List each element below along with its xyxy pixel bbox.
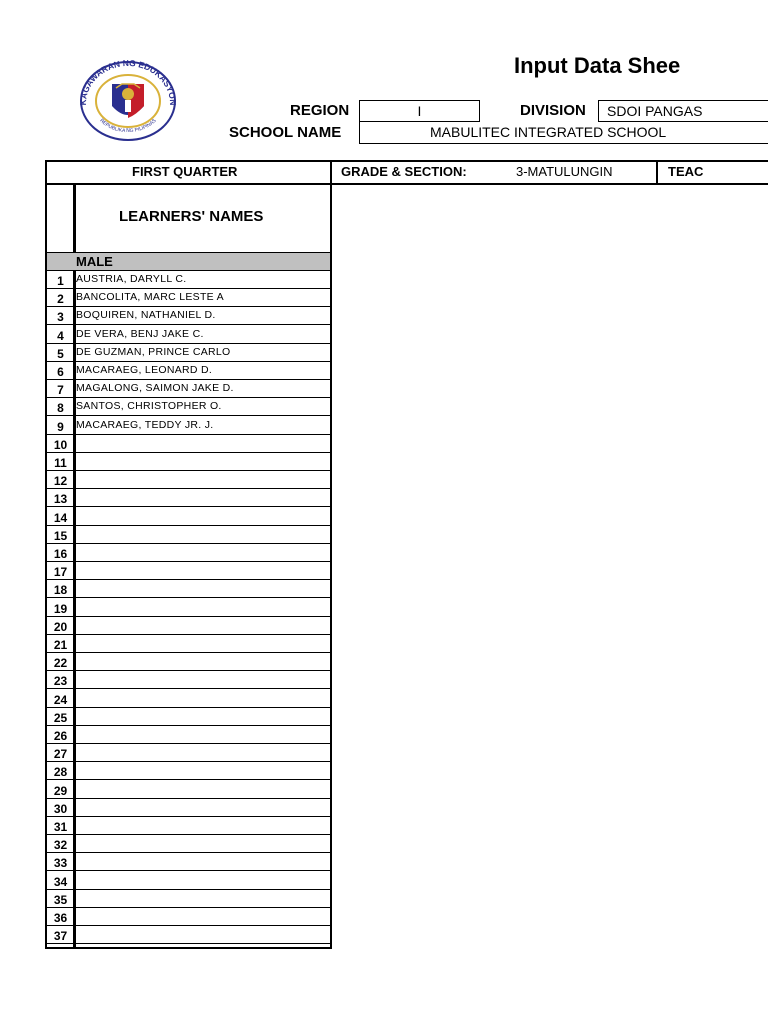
row-number: 34 <box>53 874 68 889</box>
table-row[interactable] <box>47 853 330 871</box>
teacher-label: TEAC <box>668 164 704 179</box>
row-number: 17 <box>53 565 68 580</box>
table-row[interactable] <box>47 307 330 325</box>
row-number: 8 <box>57 401 64 416</box>
learners-names-header: LEARNERS' NAMES <box>119 208 264 225</box>
table-row[interactable] <box>47 708 330 726</box>
sheet-title: Input Data Shee <box>514 53 681 78</box>
table-row[interactable] <box>47 435 330 453</box>
school-name-field[interactable] <box>359 122 768 144</box>
row-number: 1 <box>57 274 64 288</box>
table-row[interactable] <box>47 890 330 908</box>
table-row[interactable] <box>47 398 330 416</box>
learner-name[interactable]: MAGALONG, SAIMON JAKE D. <box>76 382 234 395</box>
region-value: I <box>417 103 422 119</box>
learners-table <box>45 183 332 949</box>
grade-section-label: GRADE & SECTION: <box>341 164 467 179</box>
learner-name[interactable]: DE VERA, BENJ JAKE C. <box>76 327 204 340</box>
row-number: 26 <box>53 729 68 743</box>
region-field[interactable] <box>359 100 480 122</box>
table-row[interactable] <box>47 690 330 708</box>
table-row[interactable] <box>47 289 330 307</box>
row-number: 3 <box>57 310 64 325</box>
table-row[interactable] <box>47 362 330 380</box>
table-row[interactable] <box>47 799 330 817</box>
table-row[interactable] <box>47 635 330 653</box>
table-row[interactable] <box>47 817 330 835</box>
row-number: 7 <box>57 383 64 398</box>
learner-name[interactable]: MACARAEG, LEONARD D. <box>76 364 213 376</box>
table-row[interactable] <box>47 380 330 398</box>
row-number: 30 <box>53 801 68 816</box>
table-row[interactable] <box>47 580 330 598</box>
table-row[interactable] <box>47 835 330 853</box>
row-number: 10 <box>53 437 68 452</box>
row-number: 4 <box>57 328 64 343</box>
division-field[interactable] <box>598 100 768 122</box>
table-row[interactable] <box>47 653 330 671</box>
table-row[interactable] <box>47 617 330 635</box>
table-row[interactable] <box>47 908 330 926</box>
seal-bottom-text: REPUBLIKA NG PILIPINAS <box>98 117 158 135</box>
row-number: 21 <box>53 638 68 652</box>
row-number: 15 <box>53 528 68 543</box>
row-number: 25 <box>53 710 68 725</box>
table-row[interactable] <box>47 671 330 689</box>
region-label: REGION <box>290 102 350 119</box>
row-number: 22 <box>53 656 68 671</box>
row-number: 16 <box>53 547 68 561</box>
table-row[interactable] <box>47 489 330 507</box>
row-number: 33 <box>53 856 68 871</box>
table-row[interactable] <box>47 872 330 890</box>
table-row[interactable] <box>47 453 330 471</box>
row-number: 9 <box>57 419 64 434</box>
row-number: 18 <box>53 583 68 598</box>
row-number: 6 <box>57 365 64 379</box>
learner-name[interactable]: DE GUZMAN, PRINCE CARLO <box>76 345 231 358</box>
table-row[interactable] <box>47 599 330 617</box>
division-value: SDOI PANGAS <box>607 103 703 119</box>
row-number: 14 <box>53 510 68 525</box>
table-row[interactable] <box>47 417 330 435</box>
row-number: 28 <box>53 765 68 780</box>
table-row[interactable] <box>47 526 330 544</box>
row-number: 2 <box>57 292 64 307</box>
learner-name[interactable]: BOQUIREN, NATHANIEL D. <box>76 309 216 322</box>
seal-top-text: KAGAWARAN NG EDUKASYON <box>77 60 179 106</box>
male-group-row <box>47 252 330 271</box>
division-label: DIVISION <box>520 102 586 119</box>
school-name-label: SCHOOL NAME <box>229 124 342 141</box>
row-number: 24 <box>53 692 68 707</box>
learner-name[interactable]: SANTOS, CHRISTOPHER O. <box>76 400 222 413</box>
grade-section-value[interactable]: 3-MATULUNGIN <box>516 164 613 179</box>
table-row[interactable] <box>47 562 330 580</box>
learner-name[interactable]: BANCOLITA, MARC LESTE A <box>76 291 224 304</box>
row-number: 37 <box>53 929 68 944</box>
header-divider <box>656 160 658 185</box>
row-number: 13 <box>53 492 68 507</box>
table-row[interactable] <box>47 508 330 526</box>
row-number: 11 <box>54 456 67 470</box>
table-row[interactable] <box>47 926 330 944</box>
table-row[interactable] <box>47 762 330 780</box>
header-divider <box>330 160 332 185</box>
row-number: 29 <box>53 783 68 798</box>
row-number: 5 <box>57 346 64 361</box>
table-row[interactable] <box>47 781 330 799</box>
learner-name[interactable]: AUSTRIA, DARYLL C. <box>76 273 187 285</box>
row-number: 36 <box>53 911 68 925</box>
table-row[interactable] <box>47 271 330 289</box>
row-number: 23 <box>53 674 68 689</box>
deped-seal-logo <box>72 60 184 142</box>
row-number: 31 <box>53 820 68 834</box>
row-number: 19 <box>53 601 68 616</box>
table-row[interactable] <box>47 471 330 489</box>
row-number: 27 <box>53 747 68 762</box>
row-number: 12 <box>53 474 68 489</box>
quarter-label: FIRST QUARTER <box>132 164 238 179</box>
row-number: 35 <box>53 892 68 907</box>
row-number: 20 <box>53 619 68 634</box>
table-row[interactable] <box>47 726 330 744</box>
school-name-value: MABULITEC INTEGRATED SCHOOL <box>430 124 667 140</box>
male-group-label: MALE <box>76 254 113 269</box>
table-row[interactable] <box>47 326 330 344</box>
learner-name[interactable]: MACARAEG, TEDDY JR. J. <box>76 418 214 431</box>
table-row[interactable] <box>47 744 330 762</box>
table-row[interactable] <box>47 344 330 362</box>
table-row[interactable] <box>47 544 330 562</box>
row-number: 32 <box>53 838 68 853</box>
